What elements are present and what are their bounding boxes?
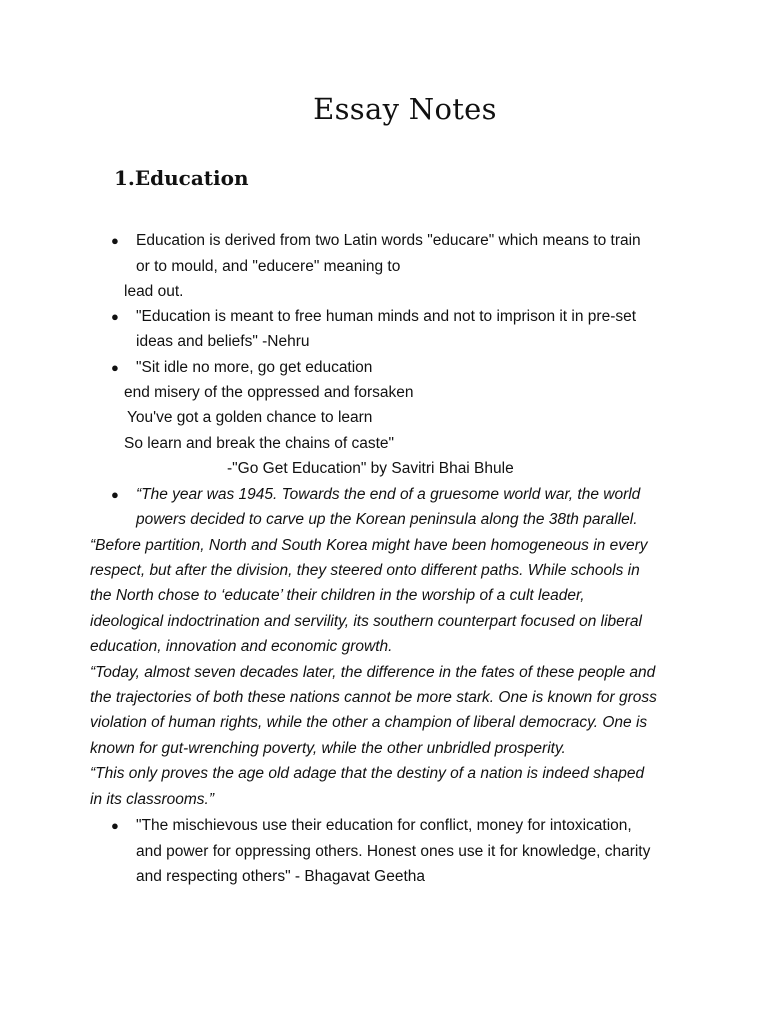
text-line: So learn and break the chains of caste" [124,435,395,452]
text-line: or to mould, and "educere" meaning to [136,258,401,275]
text-line: “Before partition, North and South Korea might have been homogeneous in every [90,537,648,554]
text-line: "Sit idle no more, go get education [136,359,373,376]
text-line: end misery of the oppressed and forsaken [124,384,414,401]
text-line: "Education is meant to free human minds and not to imprison it in pre-set [136,308,637,325]
page-title: Essay Notes [313,92,497,126]
text-line: Education is derived from two Latin words "educare" which means to train [136,232,641,249]
bullet-icon: ● [111,360,119,375]
text-line: the trajectories of both these nations cannot be more stark. One is known for gross [90,689,657,706]
text-line: in its classrooms.” [90,791,215,808]
text-line: and power for oppressing others. Honest ones use it for knowledge, charity [136,843,651,860]
text-line: education, innovation and economic growth. [90,638,393,655]
text-line: “Today, almost seven decades later, the difference in the fates of these people and [90,664,656,681]
text-line: powers decided to carve up the Korean peninsula along the 38th parallel. [136,511,638,528]
text-line: and respecting others" - Bhagavat Geetha [136,868,425,885]
bullet-icon: ● [111,309,119,324]
text-line: ideas and beliefs" -Nehru [136,333,310,350]
text-line: violation of human rights, while the other a champion of liberal democracy. One is [90,714,648,731]
text-line: “This only proves the age old adage that the destiny of a nation is indeed shaped [90,765,645,782]
text-line: lead out. [124,283,184,300]
text-line: You've got a golden chance to learn [127,409,373,426]
text-line: ideological indoctrination and servility, its southern counterpart focused on liberal [90,613,642,630]
text-line: known for gut-wrenching poverty, while the other unbridled prosperity. [90,740,566,757]
text-line: the North chose to ‘educate’ their children in the worship of a cult leader, [90,587,585,604]
text-line: -"Go Get Education" by Savitri Bhai Bhule [227,460,514,477]
bullet-icon: ● [111,818,119,833]
text-line: respect, but after the division, they steered onto different paths. While schools in [90,562,640,579]
bullet-icon: ● [111,233,119,248]
bullet-icon: ● [111,487,119,502]
section-heading: 1.Education [114,166,249,190]
text-line: "The mischievous use their education for conflict, money for intoxication, [136,817,632,834]
text-line: “The year was 1945. Towards the end of a gruesome world war, the world [136,486,641,503]
